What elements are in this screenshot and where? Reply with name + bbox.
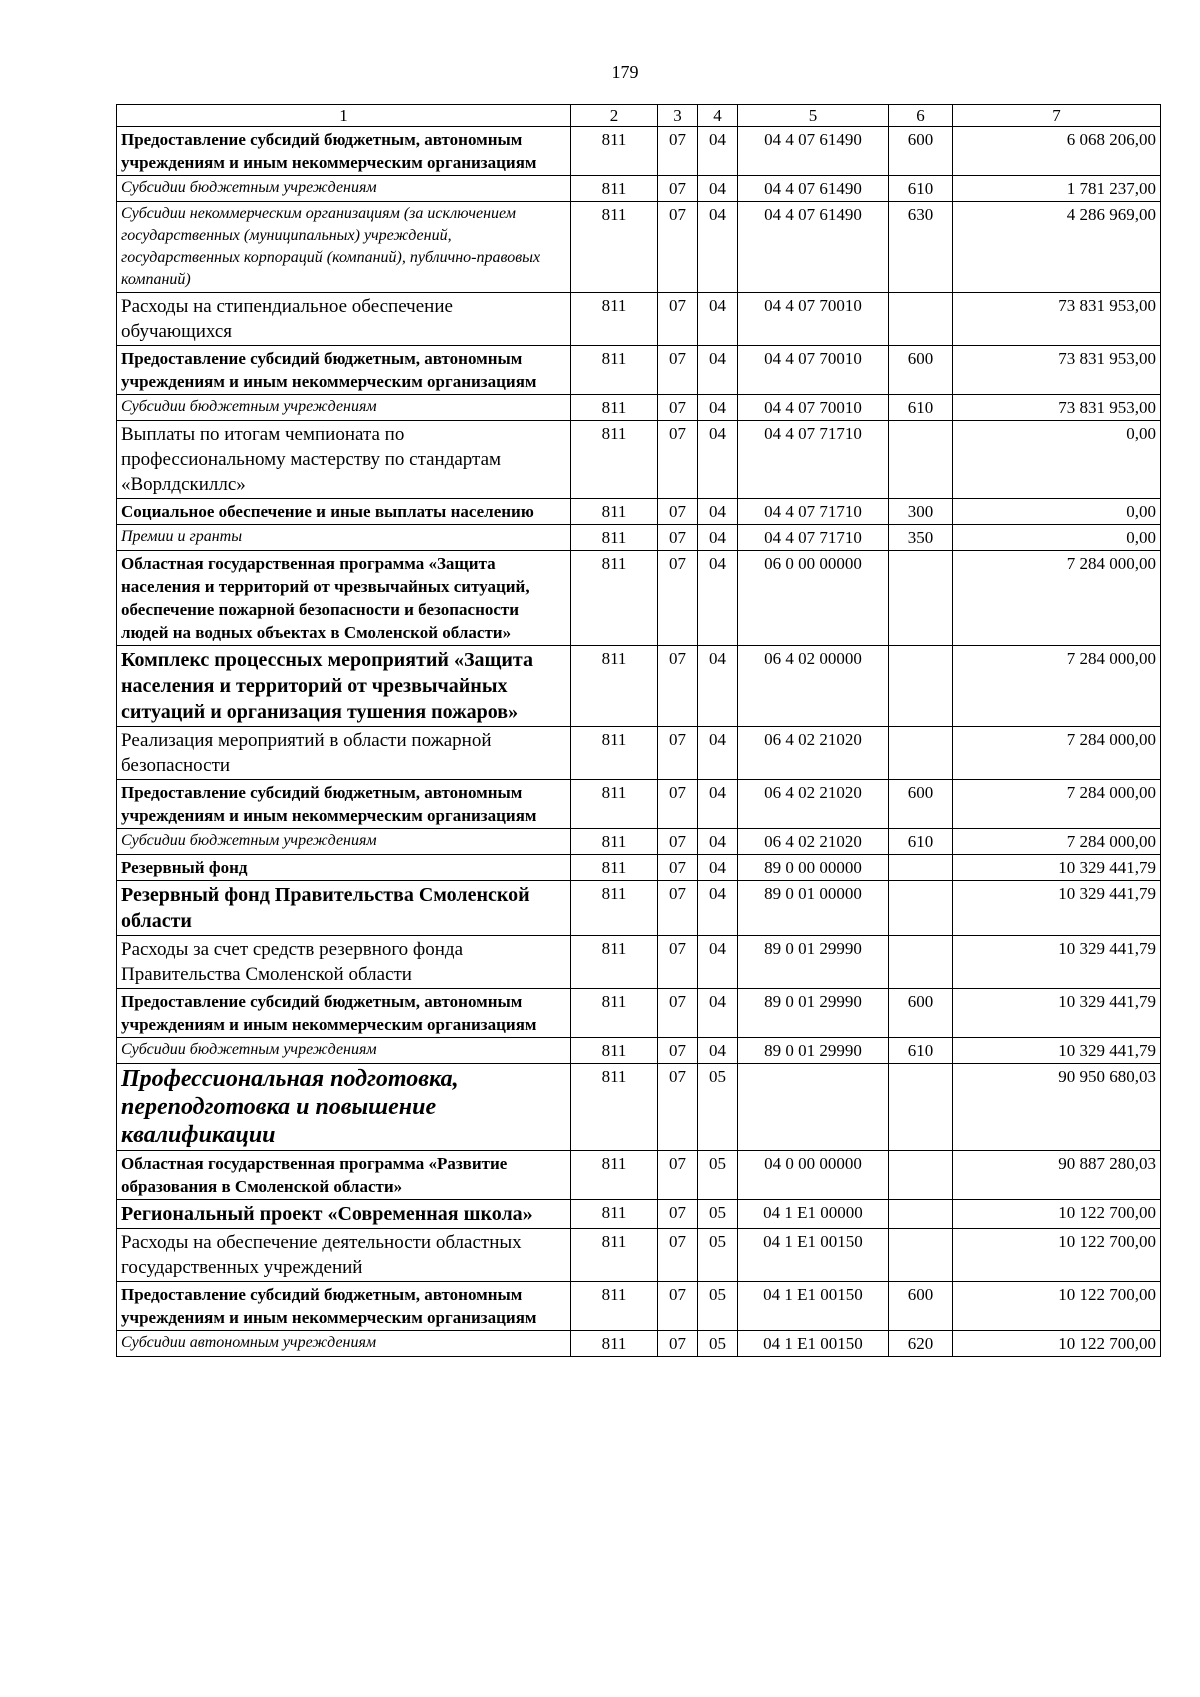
row-expense-type: 600 bbox=[889, 346, 953, 395]
row-target-article: 89 0 01 00000 bbox=[738, 881, 889, 936]
row-amount: 90 887 280,03 bbox=[953, 1151, 1161, 1200]
header-cell-col1: 1 bbox=[117, 105, 571, 127]
row-name: Резервный фонд Правительства Смоленской области bbox=[117, 881, 571, 936]
row-expense-type bbox=[889, 551, 953, 646]
row-admin-code: 811 bbox=[571, 936, 658, 989]
row-target-article: 04 4 07 71710 bbox=[738, 525, 889, 551]
row-name: Субсидии некоммерческим организациям (за исключением государственных (муниципальных) учреждений, государственных корпораций (компаний), публично-правовых компаний) bbox=[117, 202, 571, 293]
row-admin-code: 811 bbox=[571, 829, 658, 855]
row-subsection: 04 bbox=[698, 395, 738, 421]
row-name: Предоставление субсидий бюджетным, автономным учреждениям и иным некоммерческим организациям bbox=[117, 780, 571, 829]
table-row bbox=[117, 346, 1161, 395]
row-subsection: 04 bbox=[698, 499, 738, 525]
table-row bbox=[117, 1151, 1161, 1200]
row-admin-code: 811 bbox=[571, 421, 658, 499]
row-expense-type: 610 bbox=[889, 176, 953, 202]
row-admin-code: 811 bbox=[571, 780, 658, 829]
row-subsection: 04 bbox=[698, 727, 738, 780]
row-target-article: 04 1 E1 00150 bbox=[738, 1282, 889, 1331]
row-admin-code: 811 bbox=[571, 551, 658, 646]
row-expense-type bbox=[889, 1229, 953, 1282]
row-amount: 1 781 237,00 bbox=[953, 176, 1161, 202]
row-subsection: 05 bbox=[698, 1229, 738, 1282]
row-name: Субсидии автономным учреждениям bbox=[117, 1331, 571, 1357]
row-section: 07 bbox=[658, 1038, 698, 1064]
row-section: 07 bbox=[658, 989, 698, 1038]
row-amount: 90 950 680,03 bbox=[953, 1064, 1161, 1151]
row-target-article: 04 4 07 70010 bbox=[738, 293, 889, 346]
row-target-article: 89 0 01 29990 bbox=[738, 989, 889, 1038]
row-expense-type bbox=[889, 1151, 953, 1200]
row-subsection: 05 bbox=[698, 1331, 738, 1357]
row-expense-type: 620 bbox=[889, 1331, 953, 1357]
row-expense-type: 600 bbox=[889, 1282, 953, 1331]
row-name: Субсидии бюджетным учреждениям bbox=[117, 829, 571, 855]
row-subsection: 04 bbox=[698, 881, 738, 936]
row-target-article: 04 4 07 61490 bbox=[738, 127, 889, 176]
row-amount: 10 122 700,00 bbox=[953, 1331, 1161, 1357]
row-amount: 10 329 441,79 bbox=[953, 989, 1161, 1038]
row-subsection: 05 bbox=[698, 1200, 738, 1229]
row-amount: 10 329 441,79 bbox=[953, 881, 1161, 936]
row-expense-type: 600 bbox=[889, 989, 953, 1038]
row-amount: 0,00 bbox=[953, 525, 1161, 551]
row-amount: 7 284 000,00 bbox=[953, 727, 1161, 780]
row-expense-type bbox=[889, 881, 953, 936]
row-name: Предоставление субсидий бюджетным, автономным учреждениям и иным некоммерческим организациям bbox=[117, 989, 571, 1038]
row-target-article: 04 4 07 70010 bbox=[738, 346, 889, 395]
table-row bbox=[117, 551, 1161, 646]
row-admin-code: 811 bbox=[571, 1200, 658, 1229]
row-section: 07 bbox=[658, 499, 698, 525]
header-cell-col6: 6 bbox=[889, 105, 953, 127]
row-expense-type: 300 bbox=[889, 499, 953, 525]
table-row bbox=[117, 1229, 1161, 1282]
row-admin-code: 811 bbox=[571, 1331, 658, 1357]
row-name: Субсидии бюджетным учреждениям bbox=[117, 176, 571, 202]
table-row bbox=[117, 780, 1161, 829]
row-target-article: 06 0 00 00000 bbox=[738, 551, 889, 646]
row-admin-code: 811 bbox=[571, 395, 658, 421]
row-target-article: 04 1 E1 00150 bbox=[738, 1229, 889, 1282]
row-admin-code: 811 bbox=[571, 1064, 658, 1151]
row-section: 07 bbox=[658, 646, 698, 727]
row-amount: 73 831 953,00 bbox=[953, 293, 1161, 346]
row-target-article: 06 4 02 21020 bbox=[738, 727, 889, 780]
row-expense-type bbox=[889, 1064, 953, 1151]
table-row bbox=[117, 1064, 1161, 1151]
row-section: 07 bbox=[658, 936, 698, 989]
row-amount: 7 284 000,00 bbox=[953, 780, 1161, 829]
row-expense-type bbox=[889, 293, 953, 346]
row-expense-type bbox=[889, 1200, 953, 1229]
row-name: Областная государственная программа «Защита населения и территорий от чрезвычайных ситуаций, обеспечение пожарной безопасности и безопасности людей на водных объектах в Смоленской области» bbox=[117, 551, 571, 646]
row-expense-type: 600 bbox=[889, 127, 953, 176]
row-name: Предоставление субсидий бюджетным, автономным учреждениям и иным некоммерческим организациям bbox=[117, 127, 571, 176]
header-cell-col5: 5 bbox=[738, 105, 889, 127]
row-expense-type bbox=[889, 727, 953, 780]
row-subsection: 04 bbox=[698, 525, 738, 551]
row-admin-code: 811 bbox=[571, 727, 658, 780]
row-section: 07 bbox=[658, 176, 698, 202]
row-section: 07 bbox=[658, 727, 698, 780]
table-row bbox=[117, 881, 1161, 936]
budget-table bbox=[116, 104, 1161, 1357]
row-target-article: 04 4 07 70010 bbox=[738, 395, 889, 421]
row-subsection: 04 bbox=[698, 855, 738, 881]
row-subsection: 04 bbox=[698, 936, 738, 989]
row-section: 07 bbox=[658, 551, 698, 646]
row-section: 07 bbox=[658, 127, 698, 176]
row-subsection: 04 bbox=[698, 346, 738, 395]
row-target-article: 89 0 00 00000 bbox=[738, 855, 889, 881]
row-name: Расходы на обеспечение деятельности областных государственных учреждений bbox=[117, 1229, 571, 1282]
row-subsection: 04 bbox=[698, 202, 738, 293]
header-cell-col2: 2 bbox=[571, 105, 658, 127]
row-section: 07 bbox=[658, 525, 698, 551]
table-row bbox=[117, 421, 1161, 499]
row-expense-type bbox=[889, 646, 953, 727]
table-row bbox=[117, 202, 1161, 293]
row-admin-code: 811 bbox=[571, 346, 658, 395]
row-subsection: 04 bbox=[698, 780, 738, 829]
row-section: 07 bbox=[658, 293, 698, 346]
table-row bbox=[117, 936, 1161, 989]
row-name: Субсидии бюджетным учреждениям bbox=[117, 395, 571, 421]
row-amount: 10 329 441,79 bbox=[953, 855, 1161, 881]
row-section: 07 bbox=[658, 1064, 698, 1151]
row-target-article: 06 4 02 21020 bbox=[738, 829, 889, 855]
row-amount: 10 122 700,00 bbox=[953, 1229, 1161, 1282]
row-section: 07 bbox=[658, 202, 698, 293]
row-subsection: 04 bbox=[698, 1038, 738, 1064]
row-target-article: 04 4 07 61490 bbox=[738, 176, 889, 202]
table-row bbox=[117, 727, 1161, 780]
row-target-article: 04 4 07 61490 bbox=[738, 202, 889, 293]
table-row bbox=[117, 1200, 1161, 1229]
row-expense-type: 630 bbox=[889, 202, 953, 293]
table-row bbox=[117, 829, 1161, 855]
row-admin-code: 811 bbox=[571, 989, 658, 1038]
row-target-article: 89 0 01 29990 bbox=[738, 936, 889, 989]
row-section: 07 bbox=[658, 829, 698, 855]
row-section: 07 bbox=[658, 855, 698, 881]
row-name: Предоставление субсидий бюджетным, автономным учреждениям и иным некоммерческим организациям bbox=[117, 1282, 571, 1331]
table-row bbox=[117, 293, 1161, 346]
row-amount: 10 329 441,79 bbox=[953, 936, 1161, 989]
row-subsection: 04 bbox=[698, 127, 738, 176]
row-subsection: 04 bbox=[698, 293, 738, 346]
row-expense-type bbox=[889, 855, 953, 881]
row-amount: 0,00 bbox=[953, 421, 1161, 499]
row-name: Резервный фонд bbox=[117, 855, 571, 881]
table-row bbox=[117, 1331, 1161, 1357]
table-row bbox=[117, 855, 1161, 881]
row-target-article: 06 4 02 21020 bbox=[738, 780, 889, 829]
header-cell-col7: 7 bbox=[953, 105, 1161, 127]
row-amount: 0,00 bbox=[953, 499, 1161, 525]
row-admin-code: 811 bbox=[571, 127, 658, 176]
row-target-article: 89 0 01 29990 bbox=[738, 1038, 889, 1064]
row-target-article: 04 4 07 71710 bbox=[738, 421, 889, 499]
table-row bbox=[117, 127, 1161, 176]
row-section: 07 bbox=[658, 1282, 698, 1331]
table-row bbox=[117, 989, 1161, 1038]
row-amount: 10 122 700,00 bbox=[953, 1282, 1161, 1331]
row-admin-code: 811 bbox=[571, 646, 658, 727]
row-name: Социальное обеспечение и иные выплаты населению bbox=[117, 499, 571, 525]
row-section: 07 bbox=[658, 1151, 698, 1200]
row-amount: 4 286 969,00 bbox=[953, 202, 1161, 293]
table-row bbox=[117, 1282, 1161, 1331]
row-name: Региональный проект «Современная школа» bbox=[117, 1200, 571, 1229]
row-admin-code: 811 bbox=[571, 202, 658, 293]
row-name: Субсидии бюджетным учреждениям bbox=[117, 1038, 571, 1064]
row-subsection: 04 bbox=[698, 176, 738, 202]
header-cell-col3: 3 bbox=[658, 105, 698, 127]
row-subsection: 04 bbox=[698, 646, 738, 727]
row-expense-type: 610 bbox=[889, 829, 953, 855]
row-admin-code: 811 bbox=[571, 293, 658, 346]
row-admin-code: 811 bbox=[571, 1038, 658, 1064]
row-expense-type bbox=[889, 421, 953, 499]
row-admin-code: 811 bbox=[571, 525, 658, 551]
row-target-article: 04 4 07 71710 bbox=[738, 499, 889, 525]
row-name: Реализация мероприятий в области пожарной безопасности bbox=[117, 727, 571, 780]
row-subsection: 05 bbox=[698, 1151, 738, 1200]
row-section: 07 bbox=[658, 421, 698, 499]
row-admin-code: 811 bbox=[571, 1229, 658, 1282]
table-row bbox=[117, 1038, 1161, 1064]
row-name: Комплекс процессных мероприятий «Защита населения и территорий от чрезвычайных ситуаций и организация тушения пожаров» bbox=[117, 646, 571, 727]
row-target-article: 04 0 00 00000 bbox=[738, 1151, 889, 1200]
row-name: Профессиональная подготовка, переподготовка и повышение квалификации bbox=[117, 1064, 571, 1151]
row-expense-type: 350 bbox=[889, 525, 953, 551]
header-row bbox=[117, 105, 1161, 127]
row-name: Выплаты по итогам чемпионата по профессиональному мастерству по стандартам «Ворлдскиллс» bbox=[117, 421, 571, 499]
row-expense-type: 600 bbox=[889, 780, 953, 829]
row-section: 07 bbox=[658, 881, 698, 936]
row-admin-code: 811 bbox=[571, 176, 658, 202]
row-amount: 7 284 000,00 bbox=[953, 829, 1161, 855]
row-section: 07 bbox=[658, 1200, 698, 1229]
row-name: Расходы за счет средств резервного фонда Правительства Смоленской области bbox=[117, 936, 571, 989]
row-amount: 7 284 000,00 bbox=[953, 646, 1161, 727]
row-amount: 7 284 000,00 bbox=[953, 551, 1161, 646]
row-target-article bbox=[738, 1064, 889, 1151]
table-row bbox=[117, 395, 1161, 421]
row-name: Областная государственная программа «Развитие образования в Смоленской области» bbox=[117, 1151, 571, 1200]
row-target-article: 04 1 E1 00000 bbox=[738, 1200, 889, 1229]
row-subsection: 04 bbox=[698, 551, 738, 646]
row-amount: 10 122 700,00 bbox=[953, 1200, 1161, 1229]
row-subsection: 04 bbox=[698, 989, 738, 1038]
table-row bbox=[117, 646, 1161, 727]
table-row bbox=[117, 176, 1161, 202]
page-number: 179 bbox=[611, 62, 639, 82]
row-name: Предоставление субсидий бюджетным, автономным учреждениям и иным некоммерческим организациям bbox=[117, 346, 571, 395]
row-admin-code: 811 bbox=[571, 881, 658, 936]
row-target-article: 06 4 02 00000 bbox=[738, 646, 889, 727]
row-section: 07 bbox=[658, 346, 698, 395]
header-cell-col4: 4 bbox=[698, 105, 738, 127]
row-admin-code: 811 bbox=[571, 499, 658, 525]
row-admin-code: 811 bbox=[571, 1282, 658, 1331]
table-row bbox=[117, 525, 1161, 551]
row-section: 07 bbox=[658, 1331, 698, 1357]
row-amount: 10 329 441,79 bbox=[953, 1038, 1161, 1064]
row-amount: 6 068 206,00 bbox=[953, 127, 1161, 176]
row-name: Расходы на стипендиальное обеспечение обучающихся bbox=[117, 293, 571, 346]
row-subsection: 04 bbox=[698, 829, 738, 855]
table-row bbox=[117, 499, 1161, 525]
row-amount: 73 831 953,00 bbox=[953, 395, 1161, 421]
row-section: 07 bbox=[658, 780, 698, 829]
row-admin-code: 811 bbox=[571, 1151, 658, 1200]
row-target-article: 04 1 E1 00150 bbox=[738, 1331, 889, 1357]
row-section: 07 bbox=[658, 395, 698, 421]
row-expense-type: 610 bbox=[889, 395, 953, 421]
row-section: 07 bbox=[658, 1229, 698, 1282]
row-subsection: 05 bbox=[698, 1064, 738, 1151]
row-admin-code: 811 bbox=[571, 855, 658, 881]
row-amount: 73 831 953,00 bbox=[953, 346, 1161, 395]
row-name: Премии и гранты bbox=[117, 525, 571, 551]
row-subsection: 05 bbox=[698, 1282, 738, 1331]
row-subsection: 04 bbox=[698, 421, 738, 499]
row-expense-type bbox=[889, 936, 953, 989]
row-expense-type: 610 bbox=[889, 1038, 953, 1064]
